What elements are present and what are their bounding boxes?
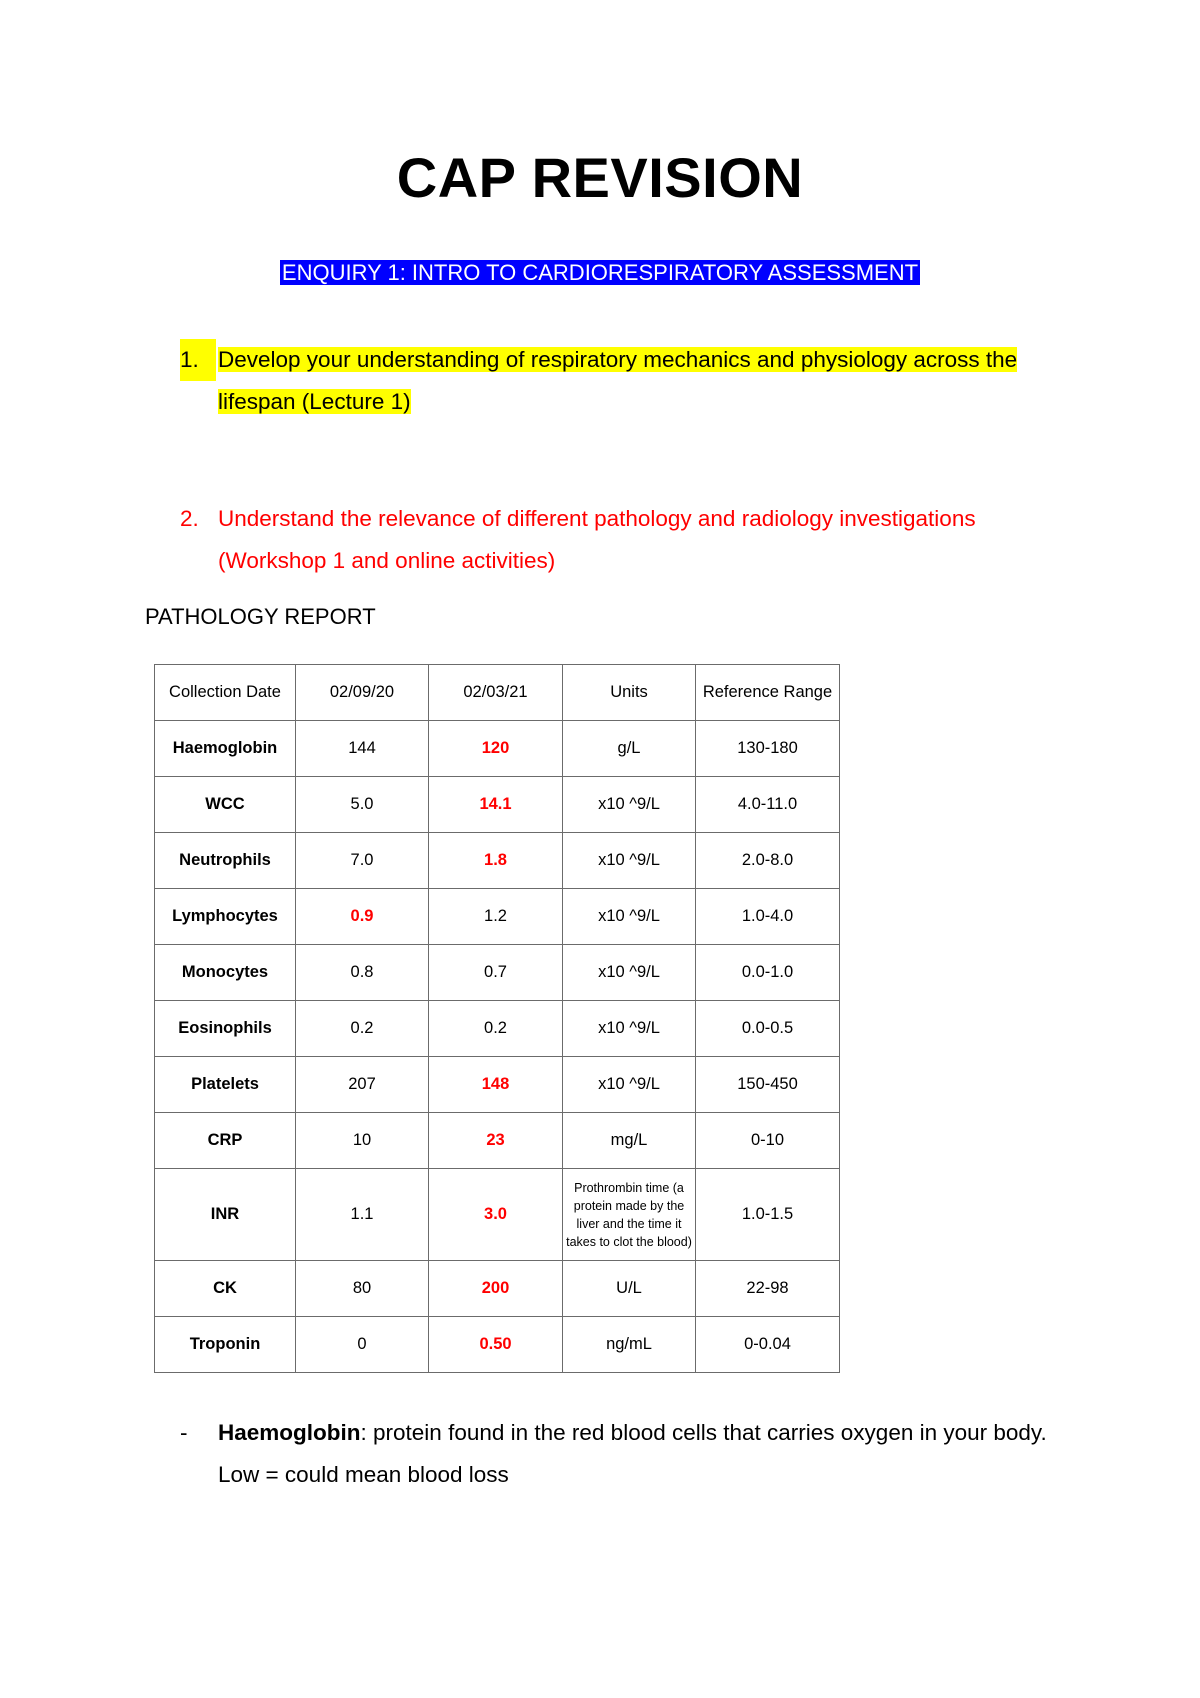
value-date-1: 0 — [296, 1317, 429, 1373]
header-date-1: 02/09/20 — [296, 665, 429, 721]
table-row — [155, 721, 840, 777]
table-row — [155, 1113, 840, 1169]
units-cell: ng/mL — [563, 1317, 696, 1373]
enquiry-heading-text: ENQUIRY 1: INTRO TO CARDIORESPIRATORY ASSESSMENT — [281, 260, 919, 285]
bullet-text — [218, 1412, 1068, 1496]
objective-2-number: 2. — [180, 506, 199, 531]
value-date-2: 0.50 — [429, 1317, 563, 1373]
section-label-pathology-report: PATHOLOGY REPORT — [145, 604, 376, 629]
units-cell: mg/L — [563, 1113, 696, 1169]
units-cell: Prothrombin time (a protein made by the liver and the time it takes to clot the blood) — [563, 1169, 696, 1261]
header-collection-date: Collection Date — [155, 665, 296, 721]
bullet-dash: - — [180, 1420, 188, 1445]
reference-range-cell: 2.0-8.0 — [696, 833, 840, 889]
objective-1-number: 1. — [180, 339, 216, 381]
bullet-term: Haemoglobin — [218, 1420, 361, 1445]
analyte-name: Monocytes — [155, 945, 296, 1001]
value-date-1: 0.2 — [296, 1001, 429, 1057]
reference-range-cell: 130-180 — [696, 721, 840, 777]
reference-range-cell: 22-98 — [696, 1261, 840, 1317]
value-date-2: 3.0 — [429, 1169, 563, 1261]
table-row — [155, 777, 840, 833]
header-units: Units — [563, 665, 696, 721]
value-date-2: 120 — [429, 721, 563, 777]
reference-range-cell: 0-10 — [696, 1113, 840, 1169]
reference-range-cell: 4.0-11.0 — [696, 777, 840, 833]
analyte-name: Troponin — [155, 1317, 296, 1373]
value-date-2: 1.2 — [429, 889, 563, 945]
reference-range-cell: 0-0.04 — [696, 1317, 840, 1373]
table-row — [155, 1317, 840, 1373]
value-date-1: 10 — [296, 1113, 429, 1169]
units-cell: x10 ^9/L — [563, 1057, 696, 1113]
units-cell: x10 ^9/L — [563, 889, 696, 945]
value-date-1: 5.0 — [296, 777, 429, 833]
table-row — [155, 945, 840, 1001]
analyte-name: Neutrophils — [155, 833, 296, 889]
reference-range-cell: 1.0-1.5 — [696, 1169, 840, 1261]
analyte-name: CK — [155, 1261, 296, 1317]
value-date-1: 144 — [296, 721, 429, 777]
units-cell: g/L — [563, 721, 696, 777]
value-date-2: 0.7 — [429, 945, 563, 1001]
analyte-name: INR — [155, 1169, 296, 1261]
bullet-description: : protein found in the red blood cells that carries oxygen in your body. Low = could mean blood loss — [218, 1420, 1047, 1487]
value-date-2: 200 — [429, 1261, 563, 1317]
value-date-1: 207 — [296, 1057, 429, 1113]
value-date-2: 148 — [429, 1057, 563, 1113]
units-cell: U/L — [563, 1261, 696, 1317]
units-cell: x10 ^9/L — [563, 833, 696, 889]
analyte-name: Lymphocytes — [155, 889, 296, 945]
value-date-2: 1.8 — [429, 833, 563, 889]
table-row — [155, 1057, 840, 1113]
value-date-2: 0.2 — [429, 1001, 563, 1057]
value-date-2: 14.1 — [429, 777, 563, 833]
value-date-1: 80 — [296, 1261, 429, 1317]
header-date-2: 02/03/21 — [429, 665, 563, 721]
units-cell: x10 ^9/L — [563, 777, 696, 833]
value-date-1: 0.8 — [296, 945, 429, 1001]
analyte-name: Eosinophils — [155, 1001, 296, 1057]
value-date-2: 23 — [429, 1113, 563, 1169]
analyte-name: Haemoglobin — [155, 721, 296, 777]
value-date-1: 1.1 — [296, 1169, 429, 1261]
analyte-name: Platelets — [155, 1057, 296, 1113]
reference-range-cell: 0.0-1.0 — [696, 945, 840, 1001]
units-cell: x10 ^9/L — [563, 1001, 696, 1057]
table-row — [155, 1261, 840, 1317]
reference-range-cell: 1.0-4.0 — [696, 889, 840, 945]
pathology-report-table — [154, 664, 840, 1373]
table-row — [155, 1001, 840, 1057]
analyte-name: CRP — [155, 1113, 296, 1169]
value-date-1: 0.9 — [296, 889, 429, 945]
reference-range-cell: 150-450 — [696, 1057, 840, 1113]
table-row — [155, 1169, 840, 1261]
table-row — [155, 889, 840, 945]
enquiry-heading — [0, 258, 1200, 288]
table-row — [155, 833, 840, 889]
header-reference-range: Reference Range — [696, 665, 840, 721]
analyte-name: WCC — [155, 777, 296, 833]
value-date-1: 7.0 — [296, 833, 429, 889]
objective-1-text: Develop your understanding of respiratory mechanics and physiology across the lifespan (Lecture 1) — [218, 347, 1018, 414]
page-title: CAP REVISION — [396, 146, 804, 209]
table-header-row — [155, 665, 840, 721]
units-cell: x10 ^9/L — [563, 945, 696, 1001]
objective-2-text: Understand the relevance of different pathology and radiology investigations (Workshop 1 and online activities) — [218, 506, 976, 573]
reference-range-cell: 0.0-0.5 — [696, 1001, 840, 1057]
